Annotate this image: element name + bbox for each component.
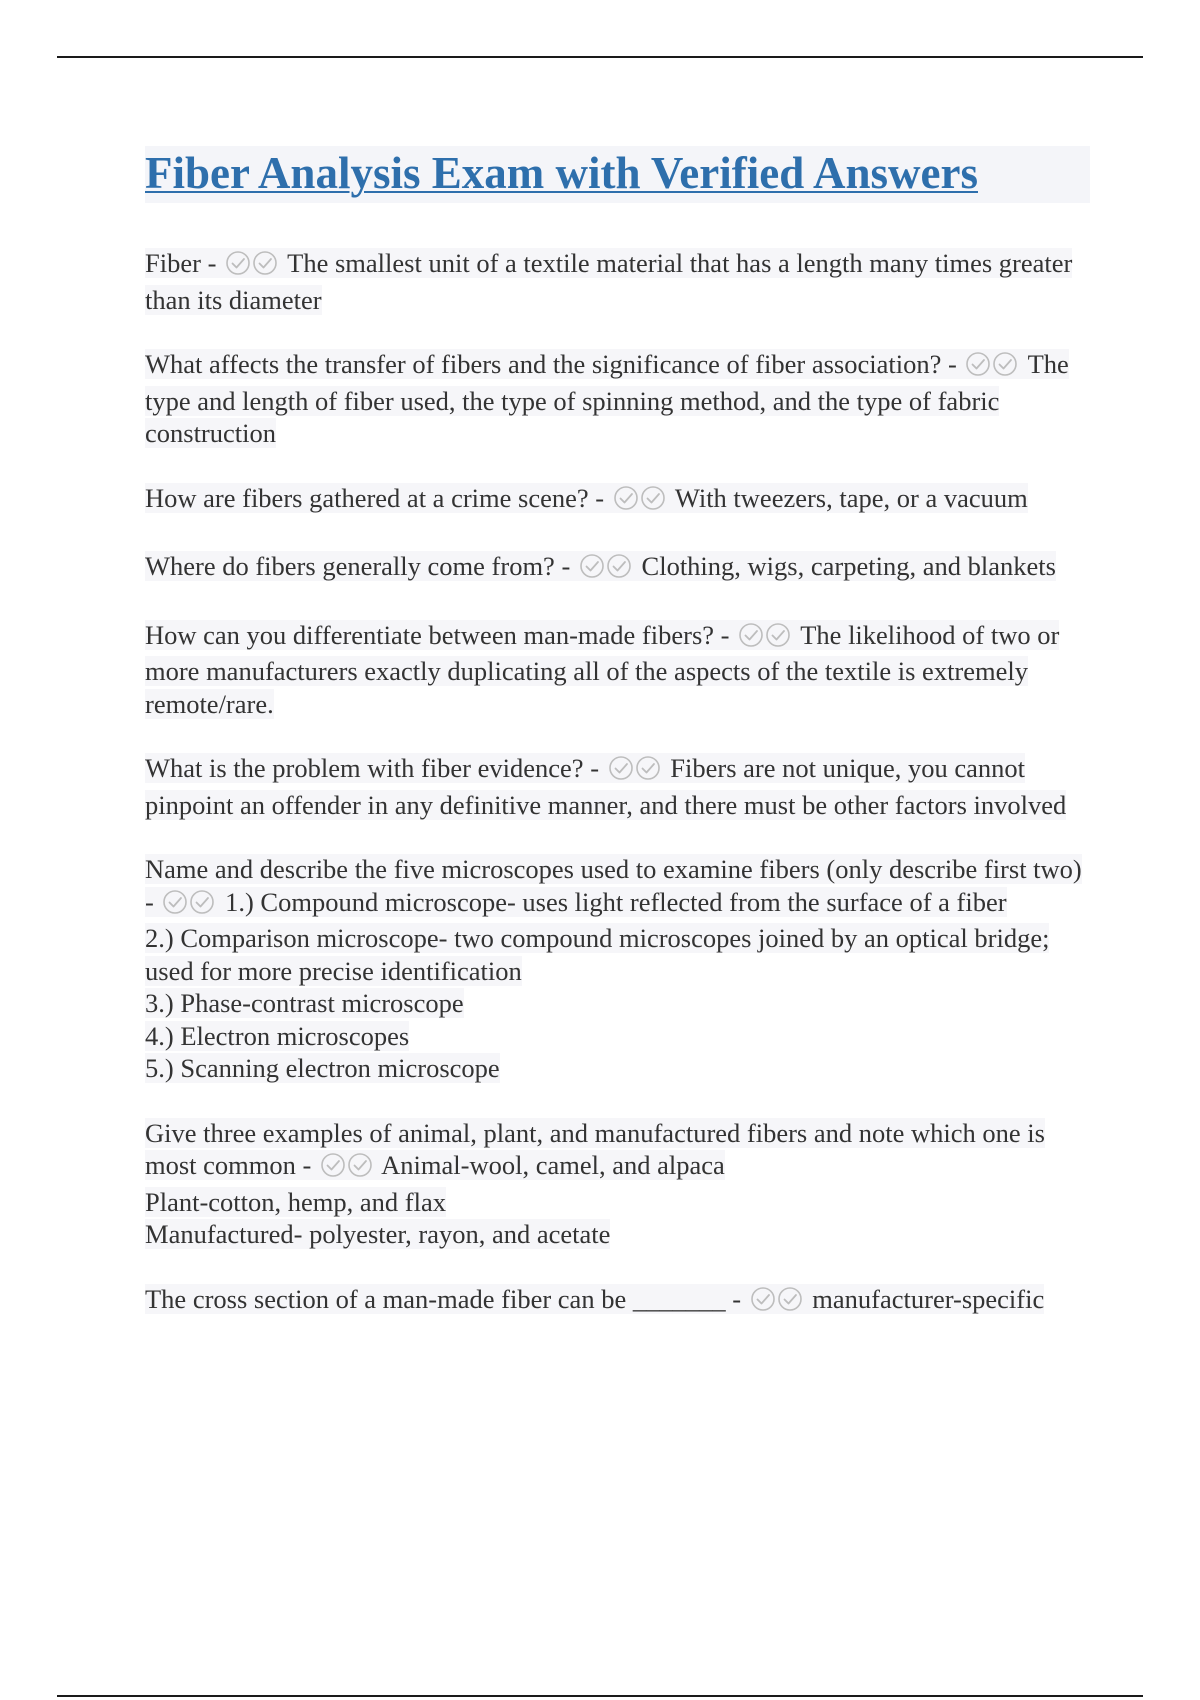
question-text: What is the problem with fiber evidence? — [145, 753, 584, 784]
top-rule — [57, 56, 1143, 58]
document-title: Fiber Analysis Exam with Verified Answers — [145, 148, 978, 198]
question-text: How are fibers gathered at a crime scene? — [145, 482, 589, 513]
separator: - — [595, 482, 605, 513]
separator: - — [720, 619, 730, 650]
double-check-icon — [162, 889, 216, 923]
qa-item — [145, 247, 1090, 316]
double-check-icon — [320, 1152, 374, 1186]
qa-item — [145, 550, 1090, 587]
bottom-rule — [57, 1695, 1143, 1697]
question-text: Give three examples of animal, plant, and manufactured fibers and note which one is most common — [145, 1117, 1045, 1181]
qa-item — [145, 348, 1090, 450]
qa-list — [145, 247, 1090, 1319]
double-check-icon — [613, 485, 667, 519]
question-text: Name and describe the five microscopes used to examine fibers (only describe first two) — [145, 854, 1082, 885]
qa-item — [145, 1117, 1090, 1251]
double-check-icon — [608, 755, 662, 789]
question-text: What affects the transfer of fibers and the significance of fiber association? — [145, 349, 942, 380]
separator: - — [732, 1283, 742, 1314]
separator: - — [590, 753, 600, 784]
document-body — [145, 146, 1090, 1351]
double-check-icon — [750, 1286, 804, 1320]
qa-item — [145, 619, 1090, 721]
answer-text: 1.) Compound microscope- uses light reflected from the surface of a fiber 2.) Comparison microscope- two compound microscopes joined by an optical bridge; used for more precise identification 3.) Phase-contrast microscope 4.) Electron microscopes 5.) Scanning electron microscope — [145, 886, 1050, 1084]
separator: - — [561, 551, 571, 582]
separator: - — [145, 886, 154, 917]
qa-item — [145, 482, 1090, 519]
double-check-icon — [738, 622, 792, 656]
qa-item — [145, 853, 1090, 1085]
question-text: How can you differentiate between man-made fibers? — [145, 619, 715, 650]
answer-text: Fibers are not unique, you cannot pinpoint an offender in any definitive manner, and there must be other factors involved — [145, 753, 1067, 820]
answer-text: The smallest unit of a textile material that has a length many times greater than its diameter — [145, 248, 1073, 315]
double-check-icon — [965, 351, 1019, 385]
separator: - — [948, 349, 957, 380]
separator: - — [207, 248, 217, 279]
title-box — [145, 146, 1090, 203]
question-text: Fiber — [145, 248, 201, 279]
answer-text: Clothing, wigs, carpeting, and blankets — [641, 551, 1056, 582]
answer-text: With tweezers, tape, or a vacuum — [674, 482, 1028, 513]
qa-item — [145, 752, 1090, 821]
answer-text: Animal-wool, camel, and alpaca Plant-cotton, hemp, and flax Manufactured- polyester, rayon, and acetate — [145, 1150, 725, 1250]
separator: - — [302, 1150, 312, 1181]
answer-text: The type and length of fiber used, the type of spinning method, and the type of fabric construction — [145, 349, 1069, 449]
double-check-icon — [225, 250, 279, 284]
question-text: Where do fibers generally come from? — [145, 551, 555, 582]
answer-text: manufacturer-specific — [812, 1283, 1045, 1314]
qa-item — [145, 1283, 1090, 1320]
answer-text: The likelihood of two or more manufacturers exactly duplicating all of the aspects of the textile is extremely remote/rare. — [145, 619, 1060, 719]
question-text: The cross section of a man-made fiber can be _______ — [145, 1283, 726, 1314]
double-check-icon — [579, 553, 633, 587]
